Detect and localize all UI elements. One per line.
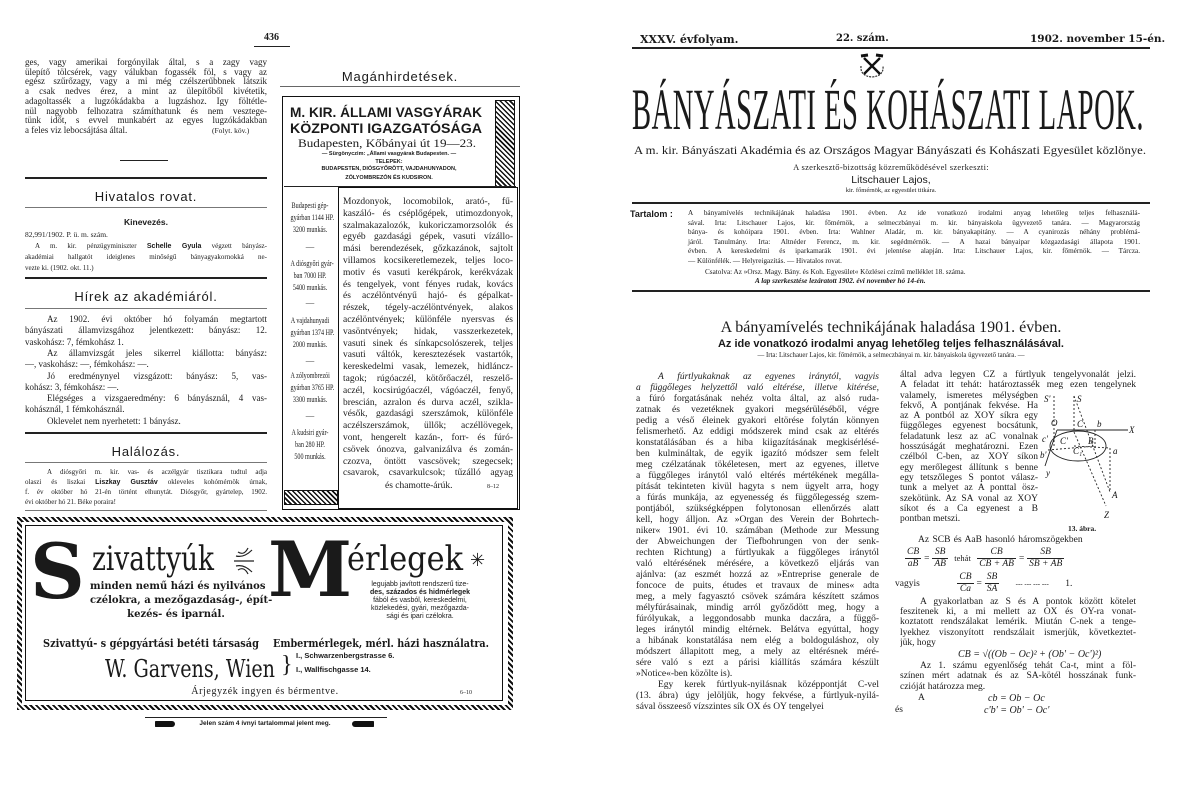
plant-divider: — xyxy=(305,297,315,307)
numerator: CB xyxy=(977,547,1016,559)
figure-label: S' xyxy=(1044,394,1051,404)
plant-text: 500 munkás. xyxy=(294,451,326,461)
obituary-line: A diósgyőri m. kir. vas- és aczélgyár tisztikara tudtul adja xyxy=(47,468,267,476)
subheading-appointment: Kinevezés. xyxy=(124,217,168,227)
ad-sites-label: TELEPEK: xyxy=(375,158,403,165)
fraction xyxy=(985,572,1000,595)
fraction xyxy=(1027,547,1064,570)
plant-info-diosgyor xyxy=(283,257,337,293)
plant-divider: — xyxy=(305,355,315,365)
obituary-text: okleveles kohómérnök úrnak, xyxy=(167,478,268,486)
text-line: vasuti váltók, keresztezések vastartók, xyxy=(343,350,513,361)
masthead-subtitle-text: A m. kir. Bányászati Akadémia és az Országos Magyar Bányászati és Kohászati Egyesület közlönye. xyxy=(634,143,1146,157)
equation-cb-difference: cb = Ob − Oc xyxy=(988,693,1045,704)
page-number: 436 xyxy=(264,32,279,43)
text-line: kohásznál, 1 fémkohásznál. xyxy=(25,404,125,415)
text-line: lyekhez viszonyított rendszálait ismerjük, következtet- xyxy=(900,627,1136,638)
issue-footer-note: Jelen szám 4 ívnyi tartalommal jelent meg. xyxy=(199,720,331,727)
text-line: — Különfélék. — Helyreigazítás. — Hivatalos rovat. xyxy=(688,257,842,265)
text-line: brescián, azralon és durva aczél, szikla- xyxy=(343,397,513,408)
editor-name: Litschauer Lajos, xyxy=(851,174,931,186)
contents-bottom-rule xyxy=(632,290,1150,292)
text-line: der Abweichungen der Tiefbohrungen von der senk- xyxy=(636,537,879,547)
personal-scales xyxy=(273,637,489,650)
firm-name xyxy=(105,655,275,683)
section-divider xyxy=(25,432,267,434)
text-line: czélból C-ben, az XOY síkon xyxy=(900,452,1038,463)
figure-13-borehole-diagram xyxy=(1040,388,1140,523)
page-number-rule xyxy=(254,46,290,47)
figure-label: C' xyxy=(1060,436,1068,446)
heading-rule xyxy=(25,308,267,309)
plant-divider: — xyxy=(305,241,315,251)
numerator: SB xyxy=(1027,547,1064,559)
text-line: konstatálásában és a hiba kiigazításának megkisérlésé- xyxy=(636,438,879,448)
pointing-hand-icon xyxy=(155,721,175,727)
fraction xyxy=(905,547,921,570)
plant-text: gyárban 1374 HP. xyxy=(290,327,335,337)
similar-triangles-line: Az SCB és AaB hasonló háromszögekben xyxy=(918,535,1083,545)
text-line: csövek ónozva, galvanizálva és zomán- xyxy=(343,444,513,455)
text-line: jük, hogy xyxy=(900,637,936,648)
ornament-strip xyxy=(284,490,338,505)
scales-desc-line: legujabb javított rendszerű tize- xyxy=(371,581,469,588)
text-line: vésők, gazdasági szerszámok, különféle xyxy=(343,409,513,420)
figure-label: O xyxy=(1051,418,1058,428)
equation-word: A xyxy=(918,693,925,703)
text-line: meg czélzatának tökéletesen, mert az egyenes, illetve xyxy=(636,460,879,470)
equation-1 xyxy=(895,572,1140,595)
company-name xyxy=(43,637,259,650)
appointment-text: végzett bányász- xyxy=(211,242,267,250)
asterisk-ornament-icon: ✳ xyxy=(470,550,486,570)
equation-ratio xyxy=(905,547,1064,570)
appointment-text: A m. kir. pénzügyminiszter xyxy=(35,242,137,250)
numerator: SB xyxy=(986,572,998,582)
plant-info-budapest xyxy=(283,199,337,235)
text-line: ges, vagy amerikai forgónyilak által, s a zagy vagy xyxy=(25,57,267,67)
ad-sites: BUDAPESTEN, DIÓSGYŐRÖTT, VAJDAHUNYADON, xyxy=(321,166,457,172)
pumps-word xyxy=(92,540,214,578)
figure-label: A xyxy=(1112,490,1118,500)
plant-text: gyárban 3765 HP. xyxy=(290,382,335,392)
text-line: csavarok, csavarkulcsok; tűzálló agyag xyxy=(343,468,513,479)
denominator: SA xyxy=(986,584,998,594)
text-line: sával összeeső vízszintes sík OX és OY tengelyei xyxy=(636,702,824,712)
plant-info-zolyombrezo xyxy=(283,369,337,405)
text-line: Az 1902. évi október hó folyamán megtartott xyxy=(47,314,267,324)
text-line: motiv és vasuti kerékpárok, kerékvázak xyxy=(343,267,513,278)
text-line: síkot és a Ca egyenest a B xyxy=(900,503,1038,514)
text-line: tunk a melyet az A ponttal ösz- xyxy=(900,483,1038,494)
text-line: —, vaskohász: —, fémkohász: —. xyxy=(25,359,149,370)
figure-label: Z xyxy=(1104,510,1110,520)
plant-text: 2000 munkás. xyxy=(292,339,328,349)
footer-rule xyxy=(145,717,387,718)
text-line: pontban metszi. xyxy=(900,514,961,525)
pumps-desc-line: kezés- és iparnál. xyxy=(127,609,225,620)
equation-number: 1. xyxy=(1065,578,1073,589)
text-line: A gyakorlatban az S és A pontok között kötelet xyxy=(920,597,1136,607)
text-line: egy merőlegest állítunk s benne xyxy=(900,462,1038,473)
continued-note: (Folyt. köv.) xyxy=(212,126,250,135)
plant-text: 3200 munkás. xyxy=(292,224,328,234)
denominator: AB xyxy=(934,559,946,569)
issue-date: 1902. november 15-én. xyxy=(1030,33,1166,45)
ad-title xyxy=(290,120,482,136)
figure-label: a xyxy=(1113,446,1118,456)
editorial-closed-note: A lap szerkesztése lezáratott 1902. évi november hó 14-én. xyxy=(755,277,926,285)
fraction xyxy=(957,572,973,595)
heading-rule xyxy=(25,462,267,463)
text-line: a fúrás munkája, az egyenesség és függőlegesség szem- xyxy=(636,493,879,503)
plant-info-kudsir xyxy=(283,426,337,462)
text-line: Az 1. számu egyenlőség tehát Ca-t, mint a föl- xyxy=(920,661,1136,671)
text-line: rechten Richtung) a fúrtlyukak a függőleges iránytól xyxy=(636,548,879,558)
text-line: ben kulmináltak, de egyik igazító módszer sem felelt xyxy=(636,449,879,459)
plant-divider: — xyxy=(305,410,315,420)
deceased-name: Liszkay Gusztáv xyxy=(95,479,158,486)
text-line: koztatott rendszálakat lemérik. Miután C-nek a tenge- xyxy=(900,617,1136,628)
denominator: SB + AB xyxy=(1029,559,1063,569)
text-line: Jó eredménynyel vizsgázott: bányász: 5, vas- xyxy=(47,370,267,381)
ad-telegram: — Sürgönyczim: „Állami vasgyárak Budapesten. — xyxy=(321,151,457,157)
text-line: járól. Tanulmány. Irta: Altnéder Ferencz, m. kir. segédmérnök. — A hazai bányaipar közgazdasági állapota 1901. xyxy=(688,237,1140,246)
volume-label: XXXV. évfolyam. xyxy=(640,33,739,46)
text-line: Elégséges a vizsgaeredmény: 6 bányásznál, 4 vas- xyxy=(47,393,267,404)
pumps-description xyxy=(90,580,273,622)
scales-desc-line: des, százados és hidmérlegek xyxy=(370,589,470,596)
text-line: és tengelyek, vont fényes rudak, kovács xyxy=(343,279,513,290)
text-line: tünk időt, s evvel munkabért az egyes lugzókádakban xyxy=(25,115,267,126)
editor-line: A szerkesztő-bizottság közreműködésével szerkeszti: xyxy=(793,162,989,172)
section-heading-academy: Hírek az akadémiáról. xyxy=(74,289,218,304)
section-heading-ads: Magánhirdetések. xyxy=(341,69,459,84)
scales-word-text: érlegek xyxy=(347,539,463,579)
personal-scales-text: Embermérlegek, mérl. házi használatra. xyxy=(273,637,489,650)
text-line: czozva, öntött vascsövek; szegecsek; xyxy=(343,456,513,467)
plant-text: A diósgyőri gyár- xyxy=(290,258,334,268)
text-line: bányászati államvizsgához jelentkezett: bányász: 12. xyxy=(25,325,267,336)
text-line: nül nagyobb felhozatra számíthatunk és nem vesztege- xyxy=(25,105,267,116)
scales-word xyxy=(347,540,463,578)
appointment-text-line: vezte ki. (1902. okt. 11.) xyxy=(25,264,94,272)
pointing-hand-icon xyxy=(352,721,374,727)
article-title: A bányamívelés technikájának haladása 1901. évben. xyxy=(720,319,1062,336)
plant-text: Budapesti gép- xyxy=(291,200,329,210)
ad-code: 8–12 xyxy=(487,484,499,490)
text-line: függőleges egyenest bocsátunk, xyxy=(900,421,1038,432)
pricelist-note: Árjegyzék ingyen és bérmentve. xyxy=(191,686,339,697)
text-line: évben. A kereskedelmi és iparkamarák 1901. évi jelentése alapján. Irta: Litschauer Lajos, kir. főmérnök. — Tárcza. xyxy=(688,247,1140,256)
text-line: foncoce de puits, études et travaux de mines« adta xyxy=(636,581,879,591)
plant-text: A vajdahunyadi xyxy=(290,315,330,325)
contents-label: Tartalom : xyxy=(630,209,673,219)
pumps-desc-line: minden nemű házi és nyilvános xyxy=(90,581,266,592)
short-divider xyxy=(120,160,168,161)
text-line: A fúrtlyukaknak az egyenes iránytól, vagyis xyxy=(658,372,879,382)
equals-sign: = xyxy=(1018,553,1025,564)
text-line: aczélszerszámok, üllők; aczéllövegek, xyxy=(343,421,513,432)
flourish-ornament-icon xyxy=(232,546,256,576)
text-line: részek, tégely-aczélöntvények, alakos xyxy=(343,303,513,314)
denominator: aB xyxy=(907,559,919,569)
text-line: pedig a véső éleinek gyakori eltörése folytán könnyen xyxy=(636,416,879,426)
address-line: I., Schwarzenbergstrasse 6. xyxy=(296,651,395,660)
editor-role: kir. főmérnök, az egyesület titkára. xyxy=(845,187,937,194)
ad-title-line: M. KIR. ÁLLAMI VASGYÁRAK xyxy=(290,104,482,120)
text-line: mélyfúrásainak, mindig arról győződött meg, hogy a xyxy=(636,603,879,613)
text-line: aczélöntvények; különféle nyersvas és xyxy=(343,315,513,325)
text-line: által adva legyen CZ a fúrtlyuk tengelyvonalát jelzi. xyxy=(900,370,1136,380)
text-line: kereskedelmi vasak, lemezek, hidláncz- xyxy=(343,362,513,373)
text-line: A bányamívelés technikájának haladása 1901. évben. Az ide vonatkozó irodalmi anyag lehetőleg teljes felhasználá- xyxy=(688,209,1140,217)
text-line: tagok; rúgóaczél, kötőrőaczél, reszelő- xyxy=(343,374,513,384)
text-line: a fúró forgatásának nehéz volta által, az alsó ruda- xyxy=(636,394,879,404)
text-line: a függőleges iránytól való eltérés mértékének megálla- xyxy=(636,471,879,481)
text-line: és aczélöntvényű hajó- és gépalkat- xyxy=(343,291,513,302)
plant-text: ban 7000 HP. xyxy=(293,270,327,280)
text-line: mási berendezések, gőzkazánok, sajtolt xyxy=(343,244,513,255)
scales-description xyxy=(350,581,490,621)
text-line: zatnak és vezetéknek gyakori megsérüléséből, végre xyxy=(636,405,879,415)
decree-reference: 82,991/1902. P. ü. m. szám. xyxy=(25,230,108,239)
firm-name-text: W. Garvens, Wien xyxy=(105,655,275,683)
initial-s: S xyxy=(30,527,85,616)
b-prime-line xyxy=(1048,446,1096,450)
initial-m: M xyxy=(268,525,353,614)
equation-cb: CB = √((Ob − Oc)² + (Ob' − Oc')²) xyxy=(958,649,1102,660)
text-line: aczél, kocsirúgóaczél, vágóaczél, fenyő, xyxy=(343,385,513,396)
text-line: sére való s ezt a párisi kiállítás számára készült xyxy=(636,658,879,668)
numerator: CB xyxy=(907,547,920,557)
figure-label: X xyxy=(1129,425,1135,435)
figure-label: B xyxy=(1088,436,1094,446)
text-line: fúrólyukak, a leggondosabb munka daczára, a függő- xyxy=(636,614,879,624)
text-line: a függőleges helyzettől való eltérése, illetve kitérése, xyxy=(636,383,879,393)
text-line: a hibának konstatálása nem elég a boldoguláshoz, oly xyxy=(636,636,879,646)
text-line: szalmakazalozók, kukoriczamorzsolók és xyxy=(343,220,513,231)
text-line: valamely, ismeretes mélységben xyxy=(900,390,1038,401)
text-line: Oklevelet nem nyerhetett: 1 bányász. xyxy=(47,415,181,426)
attachment-note: Csatolva: Az »Orsz. Magy. Bány. és Koh. Egyesület« Közlései czímű melléklet 18. száma. xyxy=(705,267,966,276)
text-line: pítását tekinteten kivül hagyta s nem ügyelt arra, hogy xyxy=(636,482,879,492)
pumps-word-text: zivattyúk xyxy=(92,539,214,579)
text-line: a csak nedves érez, a mint az ülepítőből kivétetik, xyxy=(25,86,267,97)
figure-label: C₁ xyxy=(1073,446,1083,456)
text-line: (13. ábra) úgy jelöljük, hogy fekvése, a fúrtlyuk-nyilá- xyxy=(636,691,879,701)
denominator: CB + AB xyxy=(979,559,1014,569)
appointment-text-line: akadémiai hallgatót ideiglenes minőségű bányagyakornokká ne- xyxy=(25,253,267,261)
text-line: feszitenek ki, a mi mellett az OX és OY-ra vonat- xyxy=(900,607,1136,618)
heading-rule xyxy=(25,207,267,208)
text-line: Egy kerek fúrtlyuk-nyilásnak középpontját C-vel xyxy=(658,680,879,690)
pumps-desc-line: czélokra, a mezőgazdaság-, épít- xyxy=(90,595,273,606)
contents-top-rule xyxy=(632,202,1150,204)
text-line: fekvő, A pontjának fekvése. Ha xyxy=(900,400,1038,411)
plant-text: A zólyombrezói xyxy=(290,370,330,380)
fraction xyxy=(977,547,1016,570)
text-line: a feles viz lebocsájtása által. xyxy=(25,125,128,135)
appointment-text-line xyxy=(25,241,267,252)
text-line: színen mért adatnak és az SA-kötél hosszának funk- xyxy=(900,671,1136,682)
text-line: meg, a mely fagyasztó csövek számára készített számos xyxy=(636,592,879,602)
equation-cb-prime-difference: c'b' = Ob' − Oc' xyxy=(984,705,1050,716)
text-line: kohász: 3, fémkohász: —. xyxy=(25,381,119,392)
text-line: való eltérésének mérésére, a következő eljárás van xyxy=(636,559,879,569)
figure-label: c' xyxy=(1042,434,1048,444)
obituary-line xyxy=(25,478,267,488)
section-divider xyxy=(25,277,267,279)
text-line: czióját határozza meg. xyxy=(900,681,986,692)
section-divider xyxy=(25,510,267,511)
text-line: hosszúságát meghatározni. Ezen xyxy=(900,442,1038,453)
equation-word: vagyis xyxy=(895,578,920,589)
text-line: kell, hogy álljon. Az »Organ des Verein der Bohrtech- xyxy=(636,515,879,525)
text-line: vasuti sinek és sínkapcsolószerek, teljes xyxy=(343,338,513,349)
scales-desc-line: sági és ipari czélokra. xyxy=(386,613,454,620)
text-line: ülepítő tölcsérek, vagy válukban fogassék föl, s vagy az xyxy=(25,66,267,77)
text-line: A feladat itt tehát: határoztassék meg ezen tengelynek xyxy=(900,380,1136,391)
figure-label: y xyxy=(1046,468,1050,478)
company-name-text: Szivattyú- s gépgyártási betéti társaság xyxy=(43,637,259,650)
text-line: »Notice«-ben közölte is). xyxy=(636,669,733,679)
text-line: villamos kocsikeretlemezek, teljes loco- xyxy=(343,256,513,266)
header-rule xyxy=(632,47,1150,49)
figure-label: C xyxy=(1077,419,1084,429)
equals-sign: = xyxy=(923,553,930,564)
text-line: niker« 1901. évi 10. számában (Methode zur Messung xyxy=(636,526,879,536)
address-line: I., Wallfischgasse 14. xyxy=(296,665,371,674)
text-line: ajánlva: (az eszmét hozzá az »Entreprise generale de xyxy=(636,570,879,580)
text-line: egy tetszőleges S pontot válasz- xyxy=(900,472,1038,483)
section-heading-official: Hivatalos rovat. xyxy=(94,189,198,204)
text-line: pontjából, szükségképpen folytonosan ellenőrzés alatt xyxy=(636,504,879,514)
ad-title-line: KÖZPONTI IGAZGATÓSÁGA xyxy=(290,120,482,136)
plant-text: A kudsiri gyár- xyxy=(291,427,329,437)
text-line: szekötünk. Az SA vonal az XOY xyxy=(900,493,1038,504)
article-subtitle: Az ide vonatkozó irodalmi anyag lehetőleg teljes felhasználásával. xyxy=(717,338,1064,350)
plant-info-vajdahunyad xyxy=(283,314,337,350)
heading-rule xyxy=(280,86,520,87)
text-line: vaskohász: 7, fémkohász 1. xyxy=(25,336,124,347)
ad-address-text: Budapesten, Kőbányai út 19—23. xyxy=(298,136,476,150)
figure-caption: 13. ábra. xyxy=(1068,524,1097,533)
section-heading-death: Halálozás. xyxy=(111,444,181,459)
scales-desc-line: fából és vasból, kereskedelmi, xyxy=(373,597,467,604)
masthead-subtitle xyxy=(634,143,1146,157)
ad-sites: ZÓLYOMBREZÓN ÉS KUDSIRON. xyxy=(345,175,433,181)
text-line: Mozdonyok, locomobilok, arató-, fű- xyxy=(343,197,513,207)
numerator: SB xyxy=(932,547,948,559)
ornament-strip xyxy=(495,100,515,188)
ad-code: 6–10 xyxy=(460,690,472,696)
text-line: leges iránytól mindig eltérnek. Belátva egyúttal, hogy xyxy=(636,625,879,635)
text-line: kaszáló- és cséplőgépek, utimozdonyok, xyxy=(343,208,513,219)
obituary-text: olaszi és liszkai xyxy=(25,478,86,486)
equation-leader: --- --- --- --- xyxy=(1015,579,1049,588)
numerator: CB xyxy=(959,572,972,582)
scales-desc-line: közlekedési, gyári, mezőgazda- xyxy=(370,605,470,612)
text-line: feladatunk lesz az aC vonalnak xyxy=(900,431,1038,442)
text-line: sával. Irta: Litschauer Lajos, kir. főmérnök, a selmeczbányai m. kir. bányaiskola ügyvezető tanára. — Magyarország xyxy=(688,218,1140,227)
equation-word: és xyxy=(895,705,903,715)
ad-title xyxy=(290,104,482,120)
figure-label: b' xyxy=(1040,450,1047,460)
products-last-line: és chamotte-árúk. xyxy=(385,481,453,491)
denominator: Ca xyxy=(959,584,971,594)
section-divider xyxy=(25,177,267,179)
fraction xyxy=(932,547,948,570)
plant-text: gyárban 1144 HP. xyxy=(290,212,335,222)
text-line: Az államvizsgát jeles sikerrel kiállotta: bányász: xyxy=(47,347,267,358)
text-line: vont, hengerelt kazán-, forr- és fúró- xyxy=(343,433,513,443)
text-line: vasöntvények; hidak, vasszerkezetek, xyxy=(343,326,513,337)
masthead-title xyxy=(632,77,1144,142)
obituary-line: évi október hó 21. Béke poraira! xyxy=(25,498,116,506)
brace: } xyxy=(281,652,293,678)
plant-text: 5400 munkás. xyxy=(292,282,328,292)
issue-number: 22. szám. xyxy=(836,33,889,44)
text-line: felismerhető. Az eddigi módszerek mind csak az eltérés xyxy=(636,427,879,437)
ad-address xyxy=(298,136,476,150)
plant-text: 3300 munkás. xyxy=(292,394,328,404)
text-line: egyéb gazdasági gépek, vasuti vízállo- xyxy=(343,232,513,243)
appointee-name: Schelle Gyula xyxy=(146,243,202,250)
text-line: adagoltassék a lugzókádakba a lugzáshoz. Igy föltétle- xyxy=(25,95,267,106)
figure-label: S xyxy=(1077,394,1082,404)
text-line: módszert állapitott meg, a mely az eltérésnek méré- xyxy=(636,647,879,657)
text-line: egész szűrőzagy, vagy a mi még czélszerűbbnek látszik xyxy=(25,76,267,87)
mining-emblem-icon xyxy=(858,52,886,78)
text-line: az A pontból az XOY síkra egy xyxy=(900,411,1038,422)
equals-sign: = xyxy=(975,578,983,589)
text-line: bánya- és kohóipara 1901. évben. Irta: Wahlner Aladár, m. kir. bányakapitány. — A cyanirozás néhány problémá- xyxy=(688,228,1140,237)
obituary-line: f. év október hó 21-én történt elhunytát. Diósgyőr, gyártelep, 1902. xyxy=(25,488,267,496)
plant-text: ban 280 HP. xyxy=(295,439,325,449)
figure-label: b xyxy=(1097,419,1102,429)
article-author: — Irta: Litschauer Lajos, kir. főmérnök, a selmeczbányai m. kir. bányaiskola ügyvezető tanára. — xyxy=(757,352,1025,359)
equation-word: tehát xyxy=(954,552,971,563)
masthead-text: BÁNYÁSZATI ÉS KOHÁSZATI LAPOK. xyxy=(632,77,1144,142)
